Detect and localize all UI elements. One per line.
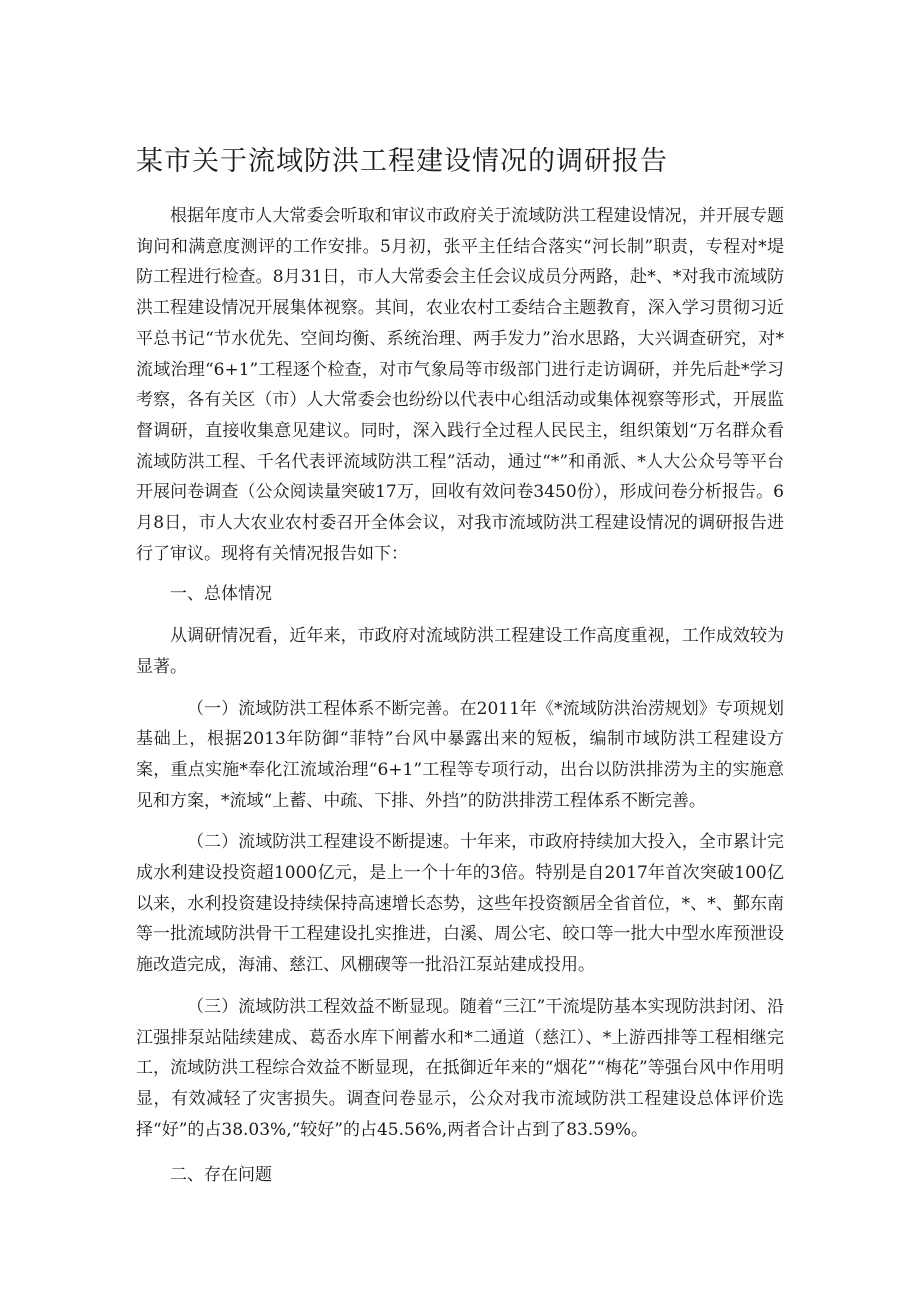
subsection-paragraph-2: （二）流域防洪工程建设不断提速。十年来，市政府持续加大投入，全市累计完成水利建设投资超1000亿元，是上一个十年的3倍。特别是自2017年首次突破100亿以来，水利投资建设持续保持高速增长态势，这些年投资额居全省首位，*、*、鄞东南等一批流域防洪骨干工程建设扎实推进，白溪、周公宅、皎口等一批大中型水库预泄设施改造完成，海浦、慈江、风棚碶等一批沿江泵站建成投用。 <box>136 832 784 976</box>
subsection-paragraph-3: （三）流域防洪工程效益不断显现。随着“三江”干流堤防基本实现防洪封闭、沿江强排泵站陆续建成、葛岙水库下闸蓄水和*二通道（慈江）、*上游西排等工程相继完工，流域防洪工程综合效益不断显现，在抵御近年来的“烟花”“梅花”等强台风中作用明显，有效减轻了灾害损失。调查问卷显示，公众对我市流域防洪工程建设总体评价选择“好”的占38.03%,“较好”的占45.56%,两者合计占到了83.59%。 <box>136 996 784 1140</box>
section-heading-overall: 一、总体情况 <box>170 584 272 605</box>
document-title: 某市关于流域防洪工程建设情况的调研报告 <box>136 146 668 177</box>
section-heading-problems: 二、存在问题 <box>170 1165 272 1186</box>
intro-paragraph: 根据年度市人大常委会听取和审议市政府关于流域防洪工程建设情况，并开展专题询问和满意度测评的工作安排。5月初，张平主任结合落实“河长制”职责，专程对*堤防工程进行检查。8月31日，市人大常委会主任会议成员分两路，赴*、*对我市流域防洪工程建设情况开展集体视察。其间，农业农村工委结合主题教育，深入学习贯彻习近平总书记“节水优先、空间均衡、系统治理、两手发力”治水思路，大兴调查研究，对*流域治理“6+1”工程逐个检查，对市气象局等市级部门进行走访调研，并先后赴*学习考察，各有关区（市）人大常委会也纷纷以代表中心组活动或集体视察等形式，开展监督调研，直接收集意见建议。同时，深入践行全过程人民民主，组织策划“万名群众看流域防洪工程、千名代表评流域防洪工程”活动，通过“*”和甬派、*人大公众号等平台开展问卷调查（公众阅读量突破17万，回收有效问卷3450份），形成问卷分析报告。6月8日，市人大农业农村委召开全体会议，对我市流域防洪工程建设情况的调研报告进行了审议。现将有关情况报告如下： <box>136 206 784 564</box>
document-body <box>136 201 784 1191</box>
subsection-paragraph-1: （一）流域防洪工程体系不断完善。在2011年《*流域防洪治涝规划》专项规划基础上，根据2013年防御“菲特”台风中暴露出来的短板，编制市域防洪工程建设方案，重点实施*奉化江流域治理“6+1”工程等专项行动，出台以防洪排涝为主的实施意见和方案，*流域“上蓄、中疏、下排、外挡”的防洪排涝工程体系不断完善。 <box>136 698 784 811</box>
section-lead-paragraph: 从调研情况看，近年来，市政府对流域防洪工程建设工作高度重视，工作成效较为显著。 <box>136 626 784 677</box>
